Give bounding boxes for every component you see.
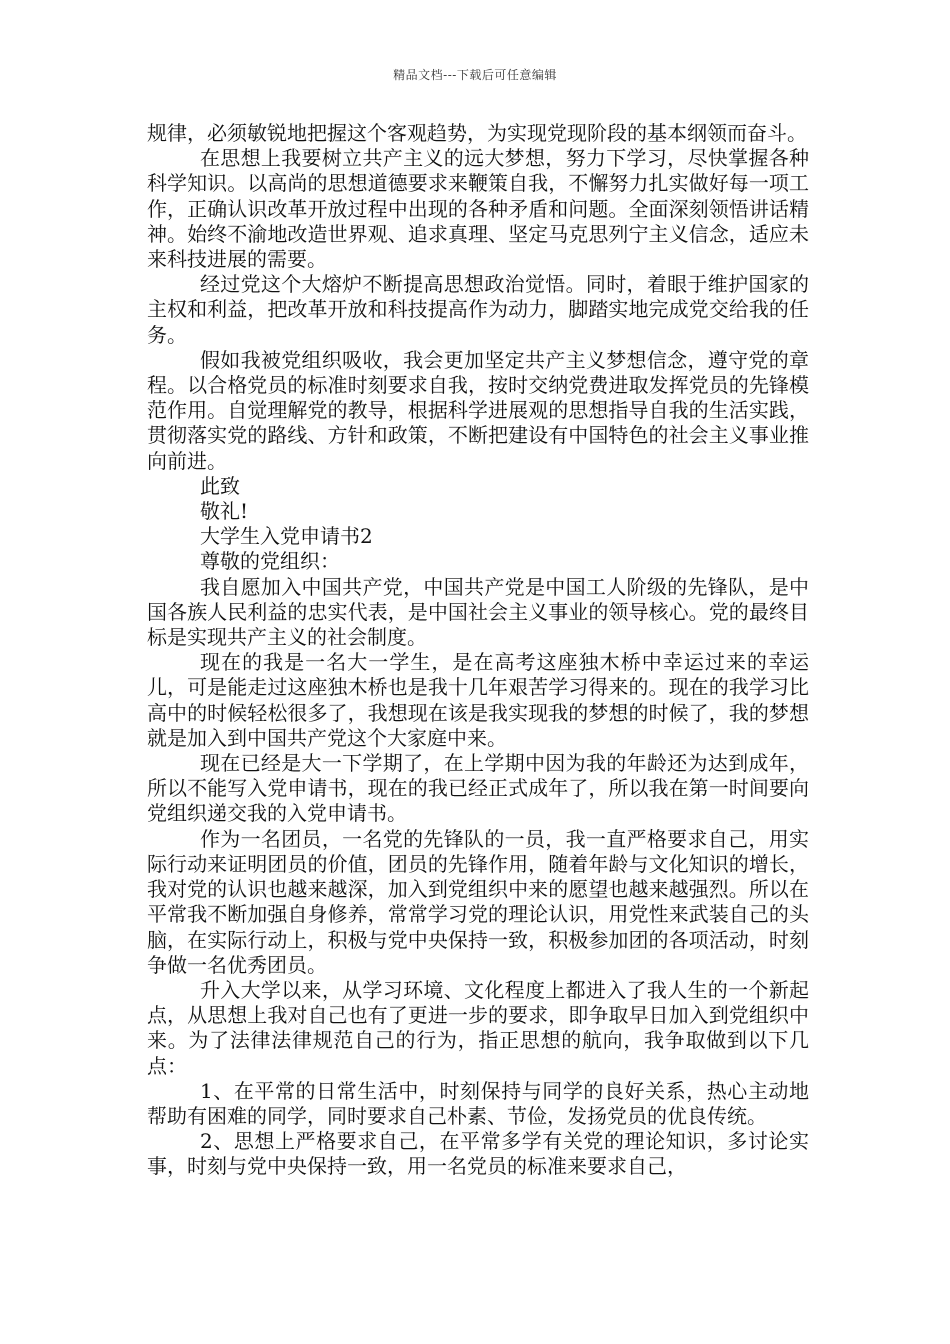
paragraph: 经过党这个大熔炉不断提高思想政治觉悟。同时，着眼于维护国家的主权和利益，把改革开放和科技提高作为动力，脚踏实地完成党交给我的任务。: [147, 272, 809, 347]
paragraph: 在思想上我要树立共产主义的远大梦想，努力下学习，尽快掌握各种科学知识。以高尚的思想道德要求来鞭策自我，不懈努力扎实做好每一项工作，正确认识改革开放过程中出现的各种矛盾和问题。全面深刻领悟讲话精神。始终不渝地改造世界观、追求真理、坚定马克思列宁主义信念，适应未来科技进展的需要。: [147, 146, 809, 272]
page-header: 精品文档---下载后可任意编辑: [393, 68, 557, 82]
paragraph: 作为一名团员，一名党的先锋队的一员，我一直严格要求自己，用实际行动来证明团员的价值，团员的先锋作用，随着年龄与文化知识的增长，我对党的认识也越来越深，加入到党组织中来的愿望也越来越强烈。所以在平常我不断加强自身修养，常常学习党的理论认识，用党性来武装自己的头脑，在实际行动上，积极与党中央保持一致，积极参加团的各项活动，时刻争做一名优秀团员。: [147, 826, 809, 977]
document-body: [147, 121, 809, 1180]
greeting-line: 尊敬的党组织：: [200, 549, 340, 574]
paragraph: 规律，必须敏锐地把握这个客观趋势，为实现党现阶段的基本纲领而奋斗。: [147, 121, 807, 145]
paragraph: 现在的我是一名大一学生，是在高考这座独木桥中幸运过来的幸运儿，可是能走过这座独木桥也是我十几年艰苦学习得来的。现在的我学习比高中的时候轻松很多了，我想现在该是我实现我的梦想的时候了，我的梦想就是加入到中国共产党这个大家庭中来。: [147, 650, 809, 750]
list-item: 1、在平常的日常生活中，时刻保持与同学的良好关系，热心主动地帮助有困难的同学，同时要求自己朴素、节俭，发扬党员的优良传统。: [147, 1078, 809, 1128]
paragraph: 假如我被党组织吸收，我会更加坚定共产主义梦想信念，遵守党的章程。以合格党员的标准时刻要求自我，按时交纳党费进取发挥党员的先锋模范作用。自觉理解党的教导，根据科学进展观的思想指导自我的生活实践，贯彻落实党的路线、方针和政策，不断把建设有中国特色的社会主义事业推向前进。: [147, 347, 809, 473]
closing-line: 此致: [200, 473, 240, 498]
section-title: 大学生入党申请书2: [200, 524, 373, 549]
paragraph: 我自愿加入中国共产党，中国共产党是中国工人阶级的先锋队，是中国各族人民利益的忠实代表，是中国社会主义事业的领导核心。党的最终目标是实现共产主义的社会制度。: [147, 574, 809, 650]
paragraph: 现在已经是大一下学期了，在上学期中因为我的年龄还为达到成年，所以不能写入党申请书，现在的我已经正式成年了，所以我在第一时间要向党组织递交我的入党申请书。: [147, 751, 809, 826]
salutation-line: 敬礼!: [200, 499, 249, 524]
paragraph: 升入大学以来，从学习环境、文化程度上都进入了我人生的一个新起点，从思想上我对自己也有了更进一步的要求，即争取早日加入到党组织中来。为了法律法律规范自己的行为，指正思想的航向，我争取做到以下几点：: [147, 977, 809, 1078]
list-item: 2、思想上严格要求自己，在平常多学有关党的理论知识，多讨论实事，时刻与党中央保持一致，用一名党员的标准来要求自己，: [147, 1129, 809, 1179]
